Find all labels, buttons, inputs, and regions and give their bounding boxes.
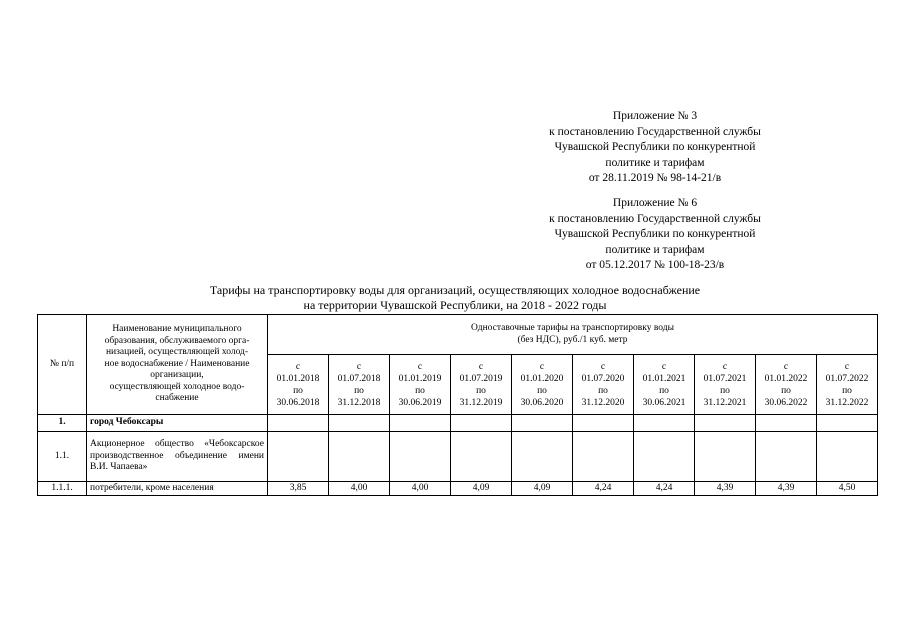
municipality-name: город Чебоксары bbox=[87, 415, 268, 432]
period-from: 01.07.2019 bbox=[459, 373, 503, 384]
period-from: 01.07.2022 bbox=[825, 373, 869, 384]
period-to: 30.06.2022 bbox=[764, 397, 808, 408]
row-number: 1.1.1. bbox=[38, 482, 87, 496]
empty-cell bbox=[573, 415, 634, 432]
period-from-word: с bbox=[844, 361, 850, 372]
row-number: 1.1. bbox=[38, 432, 87, 482]
period-to-word: по bbox=[537, 385, 547, 396]
period-header bbox=[695, 355, 756, 415]
period-to: 31.12.2021 bbox=[703, 397, 747, 408]
period-header bbox=[329, 355, 390, 415]
empty-cell bbox=[512, 432, 573, 482]
tariff-value: 4,09 bbox=[512, 482, 573, 496]
empty-cell bbox=[695, 432, 756, 482]
period-to: 31.12.2019 bbox=[459, 397, 503, 408]
tariff-value: 4,00 bbox=[329, 482, 390, 496]
appendix-6-note bbox=[505, 196, 805, 274]
period-from-word: с bbox=[417, 361, 423, 372]
empty-cell bbox=[268, 415, 329, 432]
period-to: 31.12.2020 bbox=[581, 397, 625, 408]
name-header-line: образования, обслуживаемого орга- bbox=[104, 335, 250, 346]
appendix-6-line: Приложение № 6 bbox=[612, 197, 698, 209]
appendix-3-note bbox=[505, 109, 805, 187]
tariff-value: 3,85 bbox=[268, 482, 329, 496]
table-row-city bbox=[38, 415, 878, 432]
period-header bbox=[268, 355, 329, 415]
tariff-value: 4,39 bbox=[695, 482, 756, 496]
period-header bbox=[817, 355, 878, 415]
title-line: на территории Чувашской Республики, на 2018 - 2022 годы bbox=[303, 298, 607, 312]
appendix-3-line: политике и тарифам bbox=[605, 156, 705, 169]
name-header-line: Наименование муниципального bbox=[112, 324, 242, 335]
period-from-word: с bbox=[478, 361, 484, 372]
period-to: 31.12.2022 bbox=[825, 397, 869, 408]
period-from-word: с bbox=[356, 361, 362, 372]
period-from-word: с bbox=[295, 361, 301, 372]
period-from: 01.01.2018 bbox=[276, 373, 320, 384]
period-to-word: по bbox=[476, 385, 486, 396]
table-row-consumers bbox=[38, 482, 878, 496]
period-from: 01.01.2022 bbox=[764, 373, 808, 384]
period-to: 30.06.2019 bbox=[398, 397, 442, 408]
tariffs-header bbox=[268, 315, 878, 355]
empty-cell bbox=[817, 415, 878, 432]
tariff-value: 4,24 bbox=[634, 482, 695, 496]
period-to-word: по bbox=[415, 385, 425, 396]
empty-cell bbox=[573, 432, 634, 482]
header-row bbox=[38, 315, 878, 355]
title-line: Тарифы на транспортировку воды для организаций, осуществляющих холодное водоснабжение bbox=[209, 283, 701, 297]
period-to-word: по bbox=[659, 385, 669, 396]
empty-cell bbox=[817, 432, 878, 482]
empty-cell bbox=[451, 432, 512, 482]
period-from-word: с bbox=[661, 361, 667, 372]
tariff-value: 4,24 bbox=[573, 482, 634, 496]
empty-cell bbox=[329, 415, 390, 432]
period-to: 31.12.2018 bbox=[337, 397, 381, 408]
period-from-word: с bbox=[600, 361, 606, 372]
appendix-6-line: политике и тарифам bbox=[605, 243, 705, 256]
empty-cell bbox=[329, 432, 390, 482]
tariffs-header-line: (без НДС), руб./1 куб. метр bbox=[517, 334, 628, 345]
period-header bbox=[390, 355, 451, 415]
period-header bbox=[451, 355, 512, 415]
empty-cell bbox=[756, 432, 817, 482]
tariff-value: 4,39 bbox=[756, 482, 817, 496]
appendix-3-line: Приложение № 3 bbox=[612, 110, 698, 122]
period-from: 01.07.2018 bbox=[337, 373, 381, 384]
period-header bbox=[512, 355, 573, 415]
empty-cell bbox=[390, 415, 451, 432]
period-to: 30.06.2020 bbox=[520, 397, 564, 408]
period-to-word: по bbox=[720, 385, 730, 396]
empty-cell bbox=[268, 432, 329, 482]
empty-cell bbox=[451, 415, 512, 432]
name-header-line: осуществляющей холодное водо- bbox=[109, 381, 245, 392]
empty-cell bbox=[512, 415, 573, 432]
name-header bbox=[87, 315, 268, 415]
consumer-group-name: потребители, кроме населения bbox=[87, 482, 268, 496]
appendix-6-line: Чувашской Республики по конкурентной bbox=[554, 228, 756, 240]
document-title bbox=[40, 283, 870, 313]
appendix-6-line: от 05.12.2017 № 100-18-23/в bbox=[585, 259, 725, 271]
tariff-value: 4,50 bbox=[817, 482, 878, 496]
empty-cell bbox=[695, 415, 756, 432]
period-header bbox=[756, 355, 817, 415]
period-header bbox=[573, 355, 634, 415]
name-header-line: организации, bbox=[150, 370, 204, 381]
period-from-word: с bbox=[783, 361, 789, 372]
tariff-value: 4,09 bbox=[451, 482, 512, 496]
empty-cell bbox=[390, 432, 451, 482]
period-from-word: с bbox=[722, 361, 728, 372]
tariffs-header-line: Одноставочные тарифы на транспортировку воды bbox=[471, 323, 674, 333]
period-from: 01.07.2021 bbox=[703, 373, 747, 384]
period-from: 01.01.2020 bbox=[520, 373, 564, 384]
name-header-line: низацией, осуществляющей холод- bbox=[105, 347, 249, 358]
period-to-word: по bbox=[293, 385, 303, 396]
period-to-word: по bbox=[781, 385, 791, 396]
period-to-word: по bbox=[842, 385, 852, 396]
tariffs-table bbox=[37, 314, 878, 496]
period-from: 01.01.2021 bbox=[642, 373, 686, 384]
appendix-3-line: к постановлению Государственной службы bbox=[549, 125, 761, 138]
period-from-word: с bbox=[539, 361, 545, 372]
row-number: 1. bbox=[38, 415, 87, 432]
appendix-6-line: к постановлению Государственной службы bbox=[549, 212, 761, 225]
table-row-organization bbox=[38, 432, 878, 482]
empty-cell bbox=[634, 415, 695, 432]
period-to-word: по bbox=[354, 385, 364, 396]
period-from: 01.07.2020 bbox=[581, 373, 625, 384]
num-header: № п/п bbox=[38, 315, 87, 415]
name-header-line: снабжение bbox=[155, 393, 199, 404]
empty-cell bbox=[756, 415, 817, 432]
period-to: 30.06.2018 bbox=[276, 397, 320, 408]
appendix-3-line: Чувашской Республики по конкурентной bbox=[554, 141, 756, 153]
empty-cell bbox=[634, 432, 695, 482]
organization-name: Акционерное общество «Чебоксарское производственное объединение имени В.И. Чапаева» bbox=[87, 432, 268, 482]
appendix-3-line: от 28.11.2019 № 98-14-21/в bbox=[588, 172, 722, 184]
period-from: 01.01.2019 bbox=[398, 373, 442, 384]
tariff-value: 4,00 bbox=[390, 482, 451, 496]
name-header-line: ное водоснабжение / Наименование bbox=[104, 358, 250, 369]
period-to: 30.06.2021 bbox=[642, 397, 686, 408]
period-to-word: по bbox=[598, 385, 608, 396]
period-header bbox=[634, 355, 695, 415]
